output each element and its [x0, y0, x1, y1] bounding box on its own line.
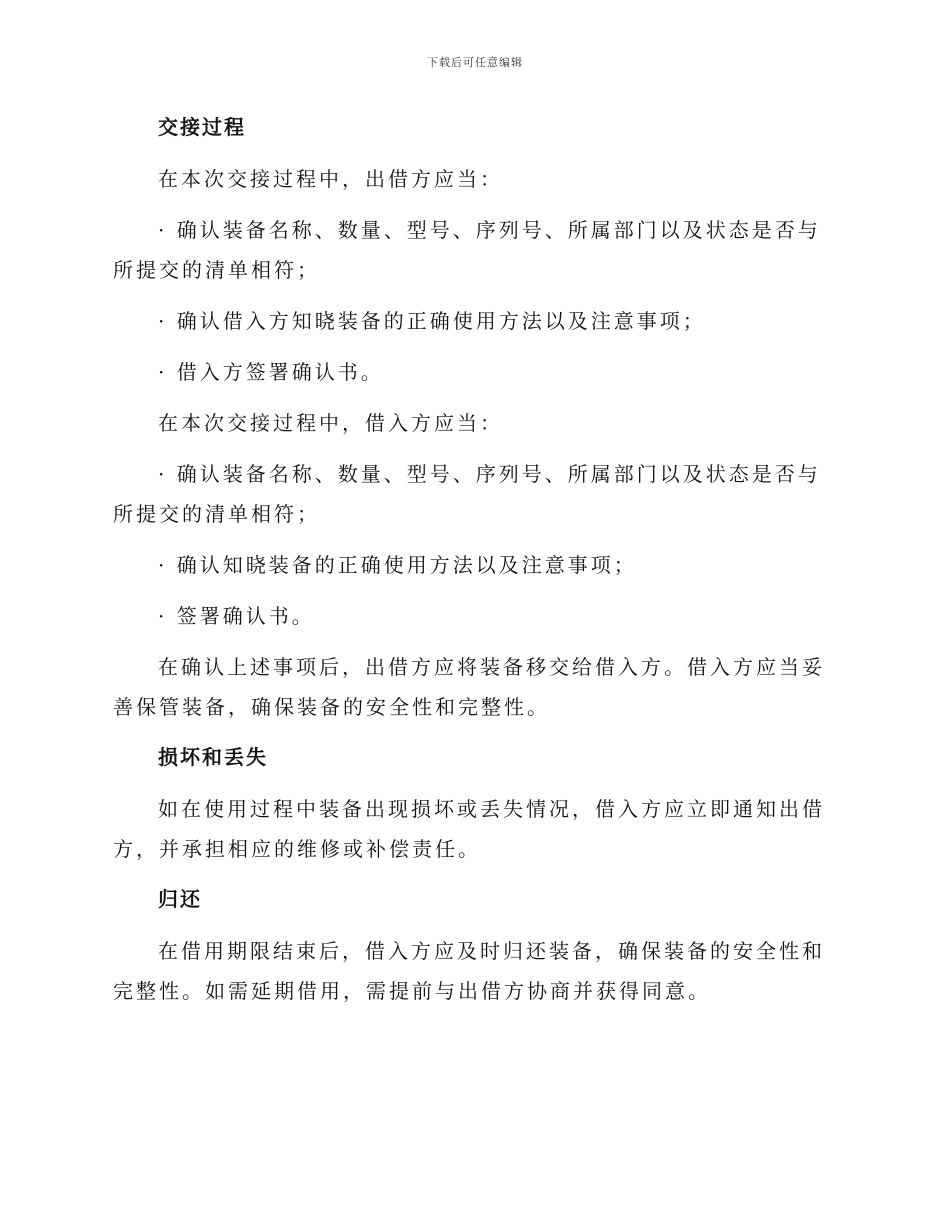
- paragraph: 在借用期限结束后，借入方应及时归还装备，确保装备的安全性和完整性。如需延期借用，需提前与出借方协商并获得同意。: [113, 939, 825, 1003]
- paragraph: 如在使用过程中装备出现损坏或丢失情况，借入方应立即通知出借方，并承担相应的维修或补偿责任。: [113, 797, 825, 861]
- bullet-item: · 确认借入方知晓装备的正确使用方法以及注意事项；: [158, 309, 706, 333]
- section-heading-handover: 交接过程: [158, 115, 246, 139]
- document-body: [113, 108, 835, 1022]
- page-header: 下载后可任意编辑: [427, 56, 523, 69]
- paragraph: 在本次交接过程中，出借方应当：: [158, 167, 503, 191]
- section-heading-damage-loss: 损坏和丢失: [158, 745, 268, 769]
- bullet-item: · 借入方签署确认书。: [158, 360, 384, 384]
- bullet-item: · 确认知晓装备的正确使用方法以及注意事项；: [158, 553, 637, 577]
- paragraph: 在本次交接过程中，借入方应当：: [158, 411, 503, 435]
- paragraph: 在确认上述事项后，出借方应将装备移交给借入方。借入方应当妥善保管装备，确保装备的安全性和完整性。: [113, 655, 825, 719]
- section-heading-return: 归还: [158, 887, 202, 911]
- bullet-item: · 确认装备名称、数量、型号、序列号、所属部门以及状态是否与所提交的清单相符；: [113, 462, 821, 526]
- bullet-item: · 确认装备名称、数量、型号、序列号、所属部门以及状态是否与所提交的清单相符；: [113, 218, 821, 282]
- bullet-item: · 签署确认书。: [158, 604, 315, 628]
